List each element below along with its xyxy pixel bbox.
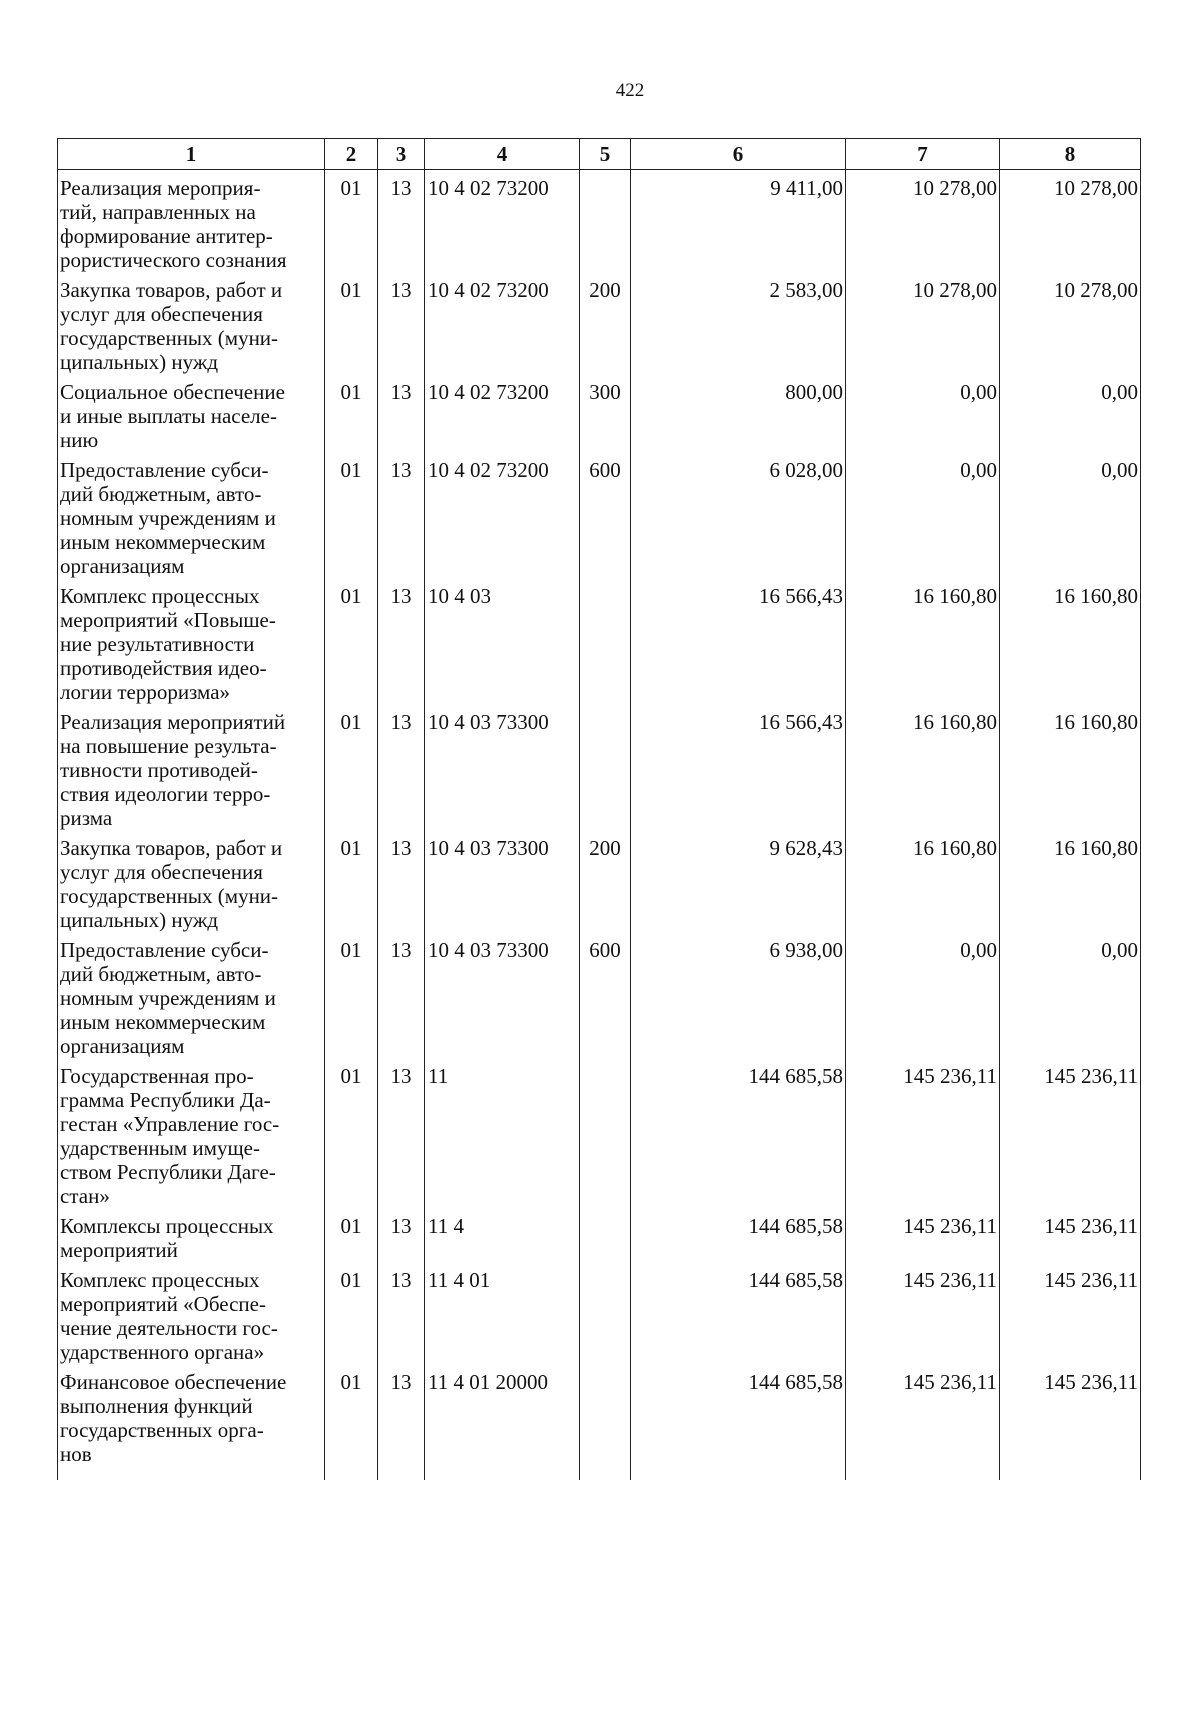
row-razdel: 01 <box>325 1262 378 1364</box>
row-razdel: 01 <box>325 1364 378 1480</box>
row-amount-col6: 144 685,58 <box>631 1058 846 1208</box>
row-amount-col7: 145 236,11 <box>846 1364 1000 1480</box>
table-row <box>58 170 1141 273</box>
row-podrazdel: 13 <box>378 272 425 374</box>
row-amount-col8: 16 160,80 <box>1000 578 1141 704</box>
row-amount-col6: 800,00 <box>631 374 846 452</box>
row-target-article: 11 4 <box>425 1208 580 1262</box>
row-name: Закупка товаров, работ и услуг для обеспечения государственных (муни- ципальных) нужд <box>58 830 325 932</box>
table-row <box>58 374 1141 452</box>
row-name: Государственная про- грамма Республики Да- гестан «Управление гос- ударственным имуще- ством Республики Даге- стан» <box>58 1058 325 1208</box>
row-name: Предоставление субси- дий бюджетным, авто- номным учреждениям и иным некоммерческим организациям <box>58 932 325 1058</box>
row-amount-col7: 16 160,80 <box>846 704 1000 830</box>
row-target-article: 10 4 02 73200 <box>425 452 580 578</box>
row-amount-col7: 145 236,11 <box>846 1058 1000 1208</box>
row-name: Реализация мероприятий на повышение результа- тивности противодей- ствия идеологии терро- ризма <box>58 704 325 830</box>
row-razdel: 01 <box>325 932 378 1058</box>
row-podrazdel: 13 <box>378 1262 425 1364</box>
row-podrazdel: 13 <box>378 374 425 452</box>
row-name: Комплексы процессных мероприятий <box>58 1208 325 1262</box>
row-amount-col8: 10 278,00 <box>1000 170 1141 273</box>
row-podrazdel: 13 <box>378 1364 425 1480</box>
row-razdel: 01 <box>325 1208 378 1262</box>
row-amount-col7: 0,00 <box>846 452 1000 578</box>
column-header-2: 2 <box>325 139 378 170</box>
row-amount-col7: 10 278,00 <box>846 272 1000 374</box>
table-row <box>58 704 1141 830</box>
row-expense-type: 200 <box>580 830 631 932</box>
column-header-4: 4 <box>425 139 580 170</box>
row-expense-type: 600 <box>580 932 631 1058</box>
row-expense-type <box>580 704 631 830</box>
row-name: Предоставление субси- дий бюджетным, авто- номным учреждениям и иным некоммерческим организациям <box>58 452 325 578</box>
row-amount-col6: 144 685,58 <box>631 1262 846 1364</box>
row-amount-col8: 145 236,11 <box>1000 1208 1141 1262</box>
row-amount-col8: 16 160,80 <box>1000 830 1141 932</box>
row-target-article: 11 <box>425 1058 580 1208</box>
row-expense-type <box>580 170 631 273</box>
row-expense-type <box>580 1208 631 1262</box>
row-amount-col6: 144 685,58 <box>631 1364 846 1480</box>
row-expense-type: 200 <box>580 272 631 374</box>
row-target-article: 10 4 03 <box>425 578 580 704</box>
row-target-article: 11 4 01 <box>425 1262 580 1364</box>
row-podrazdel: 13 <box>378 1058 425 1208</box>
row-amount-col6: 6 938,00 <box>631 932 846 1058</box>
table-row <box>58 932 1141 1058</box>
row-amount-col7: 0,00 <box>846 932 1000 1058</box>
table-row <box>58 1208 1141 1262</box>
row-name: Финансовое обеспечение выполнения функций государственных орга- нов <box>58 1364 325 1480</box>
table-header-row <box>58 139 1141 170</box>
row-razdel: 01 <box>325 704 378 830</box>
row-target-article: 10 4 03 73300 <box>425 830 580 932</box>
row-podrazdel: 13 <box>378 1208 425 1262</box>
row-razdel: 01 <box>325 578 378 704</box>
row-podrazdel: 13 <box>378 704 425 830</box>
row-target-article: 10 4 02 73200 <box>425 374 580 452</box>
row-amount-col7: 16 160,80 <box>846 830 1000 932</box>
table-row <box>58 272 1141 374</box>
row-amount-col6: 16 566,43 <box>631 704 846 830</box>
column-header-1: 1 <box>58 139 325 170</box>
row-amount-col8: 145 236,11 <box>1000 1058 1141 1208</box>
row-target-article: 10 4 02 73200 <box>425 272 580 374</box>
row-amount-col7: 10 278,00 <box>846 170 1000 273</box>
row-expense-type <box>580 1058 631 1208</box>
row-razdel: 01 <box>325 452 378 578</box>
row-amount-col6: 2 583,00 <box>631 272 846 374</box>
row-name: Закупка товаров, работ и услуг для обеспечения государственных (муни- ципальных) нужд <box>58 272 325 374</box>
row-target-article: 10 4 02 73200 <box>425 170 580 273</box>
row-name: Социальное обеспечение и иные выплаты населе- нию <box>58 374 325 452</box>
row-amount-col6: 6 028,00 <box>631 452 846 578</box>
table-row <box>58 1364 1141 1480</box>
row-expense-type <box>580 1262 631 1364</box>
table-row <box>58 452 1141 578</box>
row-target-article: 11 4 01 20000 <box>425 1364 580 1480</box>
row-name: Комплекс процессных мероприятий «Обеспе- чение деятельности гос- ударственного органа» <box>58 1262 325 1364</box>
row-amount-col8: 10 278,00 <box>1000 272 1141 374</box>
row-razdel: 01 <box>325 1058 378 1208</box>
row-amount-col7: 16 160,80 <box>846 578 1000 704</box>
row-podrazdel: 13 <box>378 830 425 932</box>
row-podrazdel: 13 <box>378 932 425 1058</box>
row-razdel: 01 <box>325 374 378 452</box>
row-amount-col8: 145 236,11 <box>1000 1364 1141 1480</box>
column-header-3: 3 <box>378 139 425 170</box>
column-header-7: 7 <box>846 139 1000 170</box>
row-name: Реализация мероприя- тий, направленных на формирование антитер- рористического сознания <box>58 170 325 273</box>
row-expense-type <box>580 1364 631 1480</box>
row-name: Комплекс процессных мероприятий «Повыше- ние результативности противодействия идео- логии терроризма» <box>58 578 325 704</box>
row-podrazdel: 13 <box>378 578 425 704</box>
row-expense-type: 600 <box>580 452 631 578</box>
row-amount-col8: 0,00 <box>1000 374 1141 452</box>
table-body <box>58 170 1141 1481</box>
column-header-5: 5 <box>580 139 631 170</box>
row-amount-col6: 144 685,58 <box>631 1208 846 1262</box>
row-amount-col8: 0,00 <box>1000 452 1141 578</box>
row-expense-type <box>580 578 631 704</box>
budget-table <box>57 138 1141 1480</box>
row-amount-col7: 145 236,11 <box>846 1262 1000 1364</box>
row-expense-type: 300 <box>580 374 631 452</box>
row-target-article: 10 4 03 73300 <box>425 932 580 1058</box>
row-razdel: 01 <box>325 830 378 932</box>
table-row <box>58 830 1141 932</box>
row-amount-col7: 145 236,11 <box>846 1208 1000 1262</box>
row-amount-col7: 0,00 <box>846 374 1000 452</box>
row-amount-col8: 145 236,11 <box>1000 1262 1141 1364</box>
row-amount-col8: 16 160,80 <box>1000 704 1141 830</box>
row-razdel: 01 <box>325 170 378 273</box>
column-header-8: 8 <box>1000 139 1141 170</box>
row-amount-col6: 9 628,43 <box>631 830 846 932</box>
row-amount-col6: 16 566,43 <box>631 578 846 704</box>
column-header-6: 6 <box>631 139 846 170</box>
row-razdel: 01 <box>325 272 378 374</box>
row-amount-col8: 0,00 <box>1000 932 1141 1058</box>
row-amount-col6: 9 411,00 <box>631 170 846 273</box>
page-number: 422 <box>615 80 645 101</box>
row-podrazdel: 13 <box>378 170 425 273</box>
table-row <box>58 1262 1141 1364</box>
row-podrazdel: 13 <box>378 452 425 578</box>
row-target-article: 10 4 03 73300 <box>425 704 580 830</box>
table-row <box>58 578 1141 704</box>
table-row <box>58 1058 1141 1208</box>
